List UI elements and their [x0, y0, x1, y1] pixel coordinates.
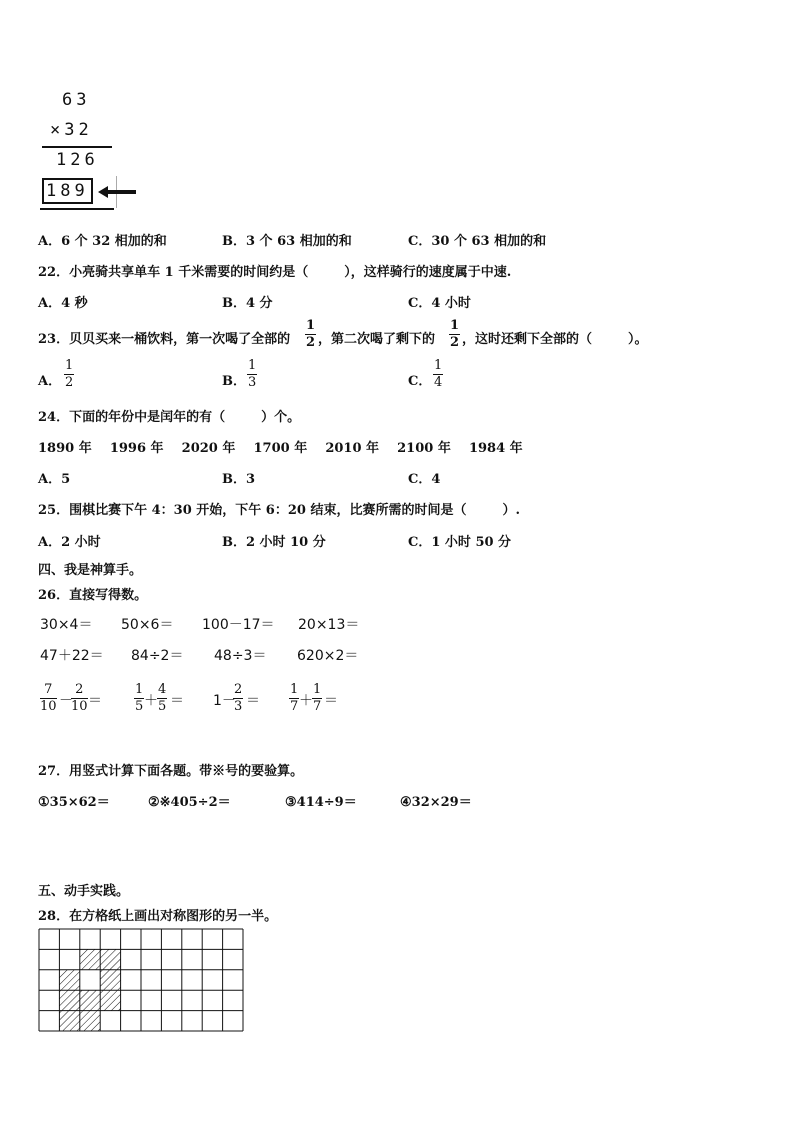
shaded-cell: [59, 990, 79, 1010]
q23-text-b: ，第二次喝了剩下的: [318, 332, 436, 347]
shaded-cell: [80, 990, 100, 1010]
shaded-cell: [59, 1011, 79, 1031]
q26-r3-c4-eq: ＝: [324, 693, 338, 709]
q26-r1-c2: 50×6＝: [121, 617, 174, 633]
q26-r3-c4-frac2: $\frac{1}{7}$: [313, 682, 322, 714]
q27-item-3: ③414÷9＝: [285, 795, 357, 810]
shaded-cell: [100, 990, 120, 1010]
q26-r3-c4-frac1: $\frac{1}{7}$: [290, 682, 299, 714]
q24-years: 1890 年 1996 年 2020 年 1700 年 2010 年 2100 年 1984 年: [38, 441, 523, 456]
q28-title: 28．在方格纸上画出对称图形的另一半。: [38, 909, 278, 924]
q22-option-b: B．4 分: [222, 296, 273, 311]
mult-line-1: 63: [62, 90, 91, 110]
section-4-heading: 四、我是神算手。: [38, 563, 143, 578]
q28-grid: [38, 928, 244, 1032]
q26-r1-c3: 100－17＝: [202, 617, 275, 633]
q23-option-a-fraction: $\frac{1}{2}$: [65, 358, 74, 390]
q26-r3-c1-op: －: [59, 693, 73, 709]
q26-r2-c4: 620×2＝: [297, 648, 359, 664]
q24-option-a: A．5: [38, 472, 71, 487]
q26-r3-c2-frac1: $\frac{1}{5}$: [135, 682, 144, 714]
q27-item-1: ①35×62＝: [38, 795, 110, 810]
q22-option-c: C．4 小时: [408, 296, 471, 311]
q26-r3-c2-frac2: $\frac{4}{5}$: [158, 682, 167, 714]
shaded-cell: [59, 970, 79, 990]
q26-r3-c1-frac2: $\frac{2}{10}$: [71, 682, 88, 714]
mult-rule-2: [40, 208, 114, 210]
q23-option-b-label: B．: [222, 374, 246, 389]
q26-r3-c1-eq: ＝: [88, 693, 102, 709]
q23-text-a: 23．贝贝买来一桶饮料，第一次喝了全部的: [38, 332, 291, 347]
q26-r3-c4-op: ＋: [299, 693, 313, 709]
mult-line-2: ×32: [50, 120, 93, 140]
q26-title: 26．直接写得数。: [38, 588, 148, 603]
q26-r2-c1: 47＋22＝: [40, 648, 104, 664]
q21-option-a: A．6 个 32 相加的和: [38, 234, 167, 249]
q21-option-b: B．3 个 63 相加的和: [222, 234, 352, 249]
q24-option-c: C．4: [408, 472, 441, 487]
left-arrow-icon: [98, 185, 138, 199]
q24-option-b: B．3: [222, 472, 256, 487]
mult-boxed-product: 189: [42, 178, 93, 204]
q26-r2-c3: 48÷3＝: [214, 648, 267, 664]
q22-option-a: A．4 秒: [38, 296, 88, 311]
q26-r3-c1-frac1: $\frac{7}{10}$: [40, 682, 57, 714]
q23-option-c-fraction: $\frac{1}{4}$: [434, 358, 443, 390]
q26-r3-c3-eq: ＝: [246, 693, 260, 709]
q26-r3-c2-eq: ＝: [170, 693, 184, 709]
q25-option-c: C．1 小时 50 分: [408, 535, 512, 550]
shaded-cell: [80, 949, 100, 969]
q26-r3-c3-whole: 1－: [213, 693, 236, 709]
shaded-cell: [100, 970, 120, 990]
q23-option-c-label: C．: [408, 374, 432, 389]
q26-r1-c4: 20×13＝: [298, 617, 360, 633]
q26-r2-c2: 84÷2＝: [131, 648, 184, 664]
q27-title: 27．用竖式计算下面各题。带※号的要验算。: [38, 764, 304, 779]
shaded-cell: [80, 1011, 100, 1031]
q22-question: 22．小亮骑共享单车 1 千米需要的时间约是（ ），这样骑行的速度属于中速.: [38, 265, 512, 280]
q23-text-c: ，这时还剩下全部的（ ）。: [462, 332, 648, 347]
q25-option-b: B．2 小时 10 分: [222, 535, 326, 550]
q24-question: 24．下面的年份中是闰年的有（ ）个。: [38, 410, 301, 425]
q27-item-2: ②※405÷2＝: [148, 795, 231, 810]
q25-option-a: A．2 小时: [38, 535, 101, 550]
mult-line-3: 126: [56, 150, 99, 170]
q25-question: 25．围棋比赛下午 4：30 开始，下午 6：20 结束，比赛所需的时间是（ ）.: [38, 503, 520, 518]
q23-fraction-1: $\frac{1}{2}$: [306, 318, 316, 350]
q23-fraction-2: $\frac{1}{2}$: [450, 318, 460, 350]
q26-r3-c3-frac: $\frac{2}{3}$: [234, 682, 243, 714]
q21-option-c: C．30 个 63 相加的和: [408, 234, 547, 249]
mult-rule-1: [42, 146, 112, 148]
section-5-heading: 五、动手实践。: [38, 884, 130, 899]
q23-option-a-label: A．: [38, 374, 62, 389]
shaded-cell: [100, 949, 120, 969]
q26-r1-c1: 30×4＝: [40, 617, 93, 633]
q23-option-b-fraction: $\frac{1}{3}$: [248, 358, 257, 390]
q27-item-4: ④32×29＝: [400, 795, 472, 810]
q26-r3-c2-op: ＋: [144, 693, 158, 709]
